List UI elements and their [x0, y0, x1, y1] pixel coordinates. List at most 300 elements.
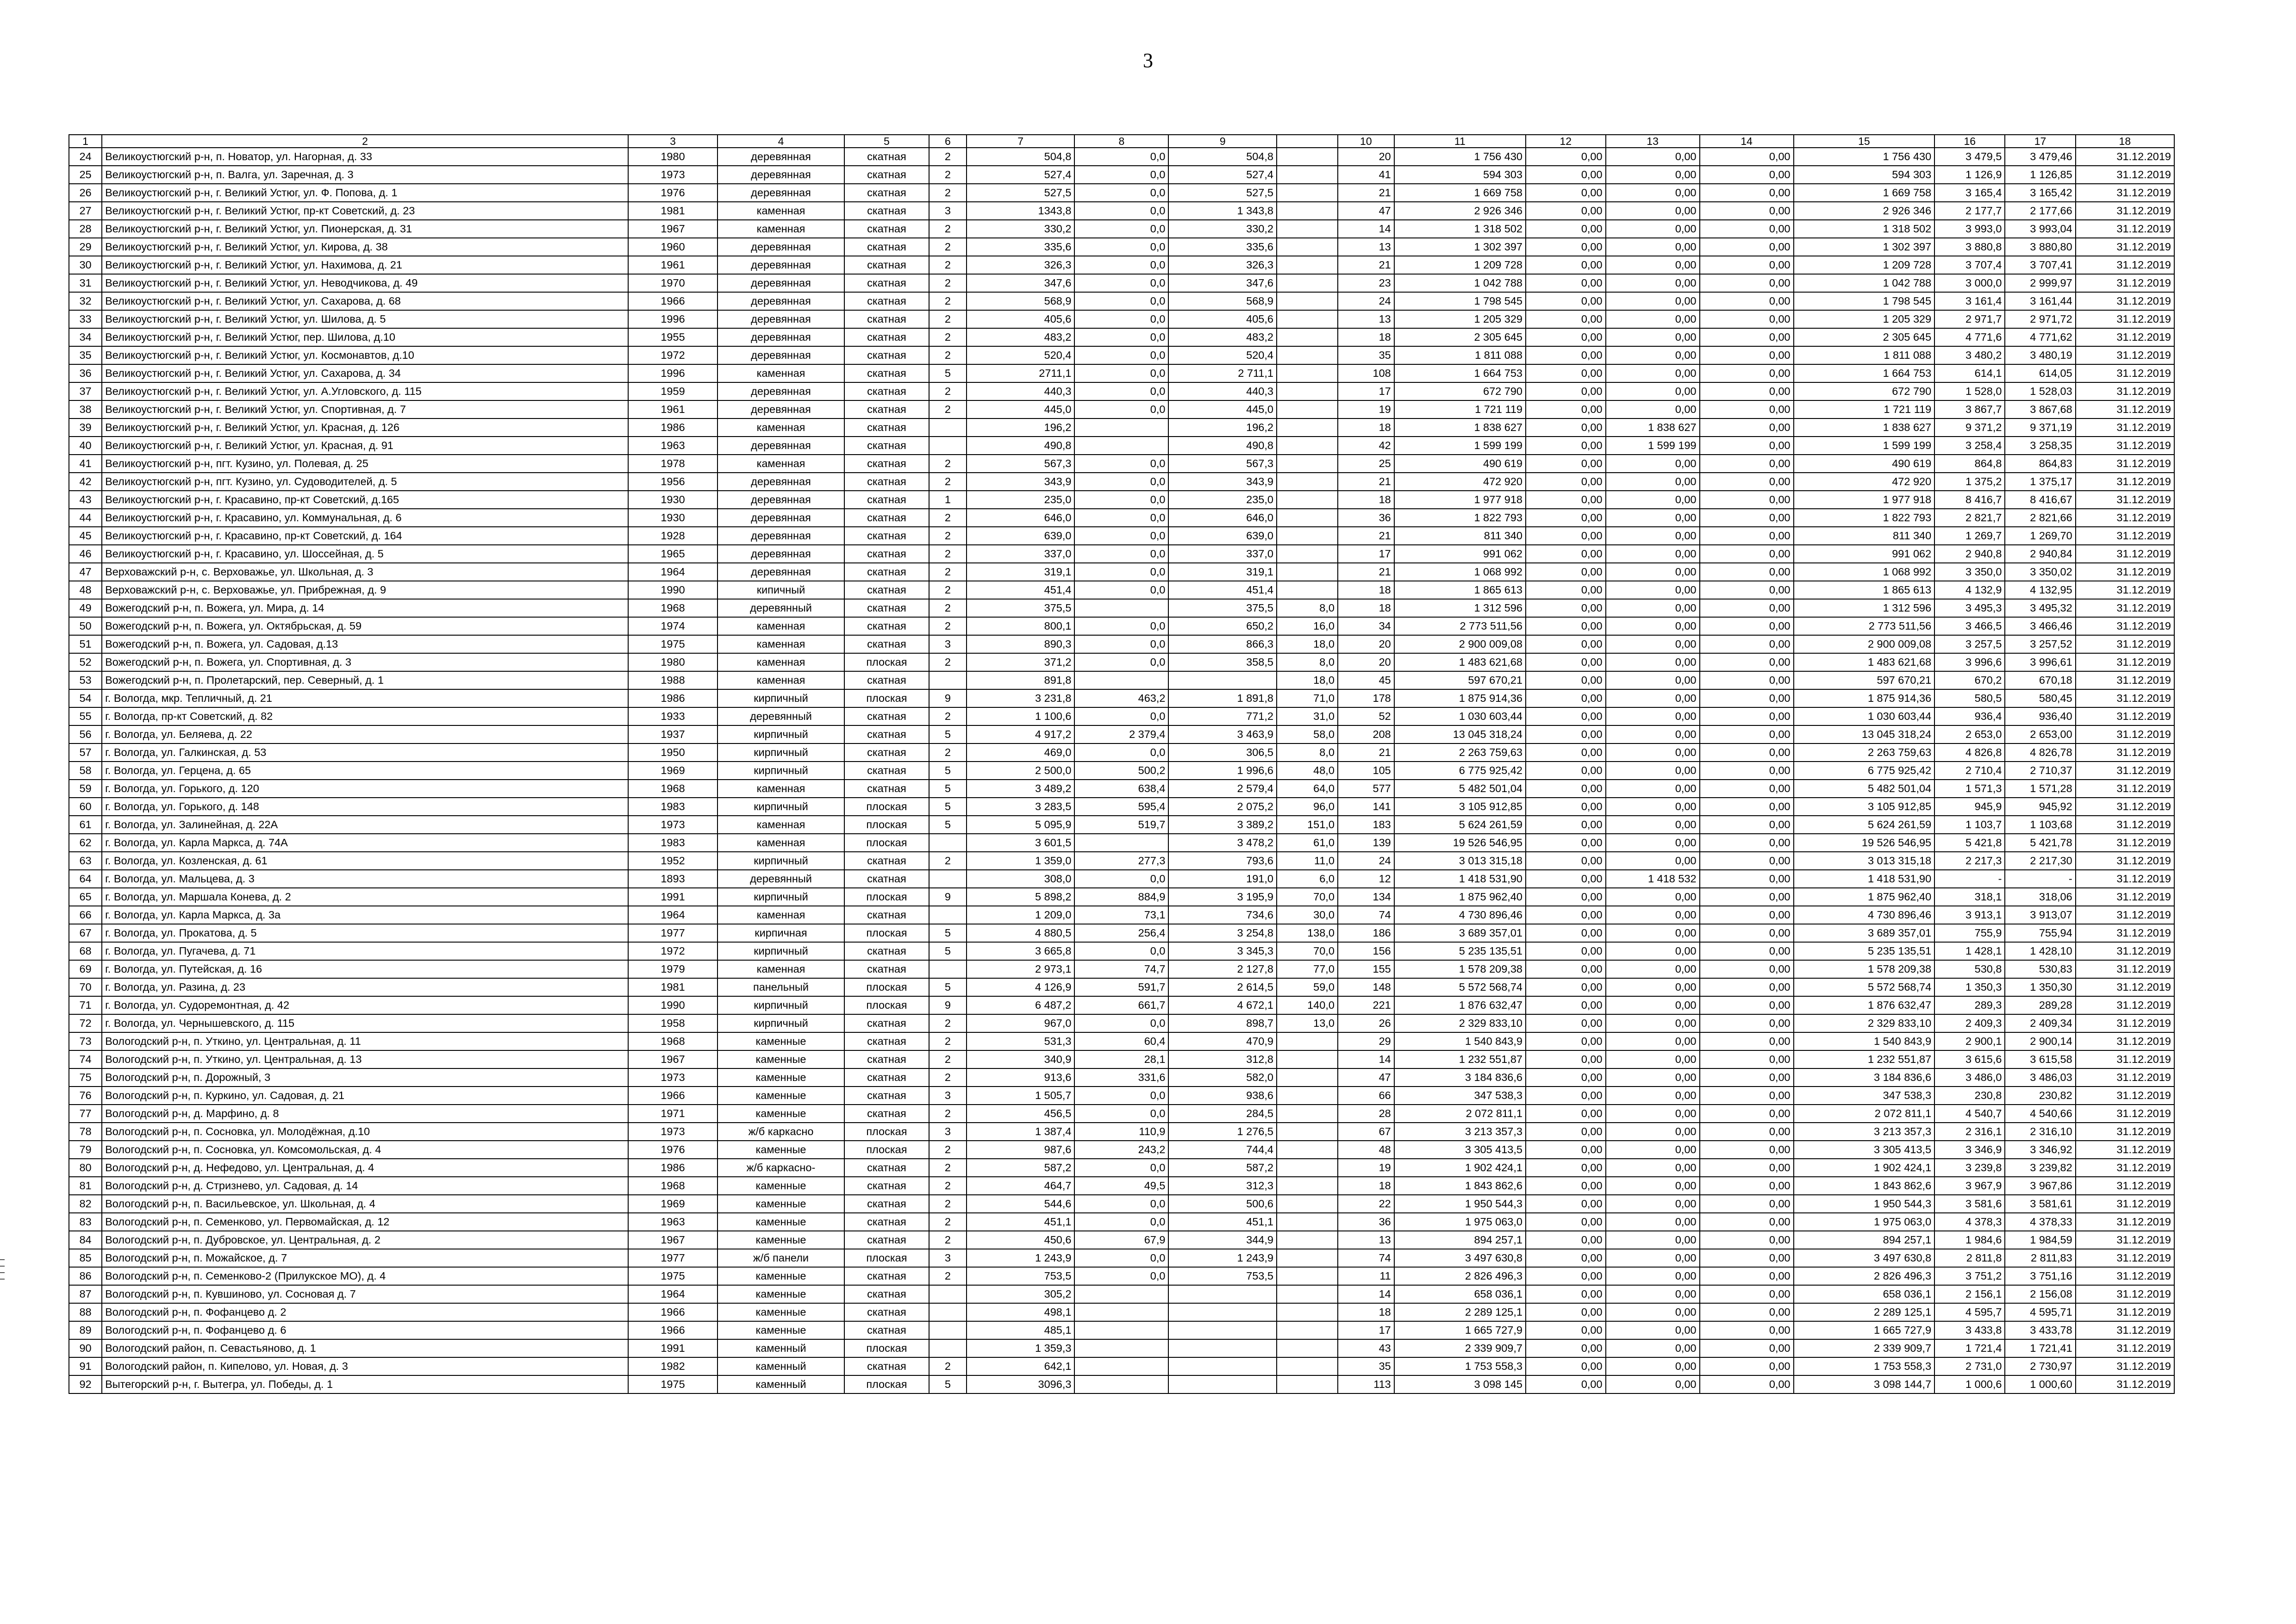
table-cell: г. Вологда, ул. Горького, д. 120 [102, 780, 628, 798]
table-cell: скатная [844, 725, 929, 743]
table-cell: 0,00 [1700, 762, 1794, 780]
table-cell: 31.12.2019 [2076, 1123, 2174, 1141]
column-number-cell: 3 [628, 135, 718, 148]
table-cell: 1 665 727,9 [1794, 1321, 1935, 1339]
table-row [69, 1375, 2174, 1393]
table-cell [1277, 563, 1338, 581]
table-cell: 19 [1338, 400, 1394, 418]
table-cell: 890,3 [967, 635, 1074, 653]
table-cell: 31.12.2019 [2076, 960, 2174, 978]
table-cell: 991 062 [1394, 545, 1526, 563]
table-cell: 1 350,30 [2005, 978, 2075, 996]
table-cell [1074, 671, 1168, 689]
table-cell: 68 [69, 942, 102, 960]
table-row [69, 762, 2174, 780]
table-cell: 0,00 [1700, 274, 1794, 292]
table-cell: 0,0 [1074, 148, 1168, 166]
table-cell: 483,2 [967, 328, 1074, 346]
table-cell: 12 [1338, 870, 1394, 888]
table-cell: 2 973,1 [967, 960, 1074, 978]
table-cell: 284,5 [1168, 1105, 1276, 1123]
table-cell: 47 [69, 563, 102, 581]
table-cell: 1 891,8 [1168, 689, 1276, 707]
table-cell: 0,00 [1700, 906, 1794, 924]
table-cell: 0,00 [1606, 563, 1700, 581]
table-cell: 567,3 [1168, 455, 1276, 473]
table-cell: г. Вологда, ул. Чернышевского, д. 115 [102, 1014, 628, 1032]
table-cell: 864,8 [1934, 455, 2005, 473]
table-cell: 29 [69, 238, 102, 256]
housing-register-table-wrap [69, 134, 2175, 1394]
table-cell: 0,00 [1526, 1231, 1606, 1249]
housing-register-table [69, 134, 2175, 1394]
table-cell: 0,00 [1700, 816, 1794, 834]
table-cell: 1 100,6 [967, 707, 1074, 725]
table-cell: 1 243,9 [967, 1249, 1074, 1267]
table-cell: 31.12.2019 [2076, 1249, 2174, 1267]
table-cell: каменная [718, 816, 844, 834]
table-cell [929, 1303, 967, 1321]
table-cell: 3 996,61 [2005, 653, 2075, 671]
table-cell: 31,0 [1277, 707, 1338, 725]
table-cell [1277, 473, 1338, 491]
table-cell: 0,00 [1606, 1014, 1700, 1032]
table-cell: каменные [718, 1087, 844, 1105]
table-cell: 21 [1338, 527, 1394, 545]
table-cell: скатная [844, 274, 929, 292]
table-cell: 0,00 [1526, 978, 1606, 996]
table-row [69, 924, 2174, 942]
table-cell: 0,00 [1606, 635, 1700, 653]
table-cell: 31.12.2019 [2076, 256, 2174, 274]
table-cell: 1 232 551,87 [1794, 1050, 1935, 1068]
table-cell: 0,0 [1074, 509, 1168, 527]
table-cell: 1 665 727,9 [1394, 1321, 1526, 1339]
table-cell: 83 [69, 1213, 102, 1231]
table-cell: 0,0 [1074, 1014, 1168, 1032]
table-cell: 1 875 962,40 [1794, 888, 1935, 906]
table-cell: 31.12.2019 [2076, 1195, 2174, 1213]
table-cell: 2 971,72 [2005, 310, 2075, 328]
table-cell: 48,0 [1277, 762, 1338, 780]
table-cell: 31.12.2019 [2076, 148, 2174, 166]
table-cell: Великоустюгский р-н, г. Великий Устюг, ул. Кирова, д. 38 [102, 238, 628, 256]
table-cell: 0,00 [1526, 1357, 1606, 1375]
table-cell [1277, 274, 1338, 292]
table-cell: 82 [69, 1195, 102, 1213]
table-cell: 5 421,8 [1934, 834, 2005, 852]
table-cell: 945,92 [2005, 798, 2075, 816]
table-cell: 0,00 [1526, 455, 1606, 473]
column-number-cell: 11 [1394, 135, 1526, 148]
table-cell: 375,5 [1168, 599, 1276, 617]
table-cell: скатная [844, 942, 929, 960]
table-cell: 0,00 [1606, 1357, 1700, 1375]
table-cell: 0,00 [1606, 906, 1700, 924]
table-cell: 326,3 [1168, 256, 1276, 274]
table-cell: скатная [844, 1231, 929, 1249]
table-cell: 3 239,82 [2005, 1159, 2075, 1177]
table-cell: 0,00 [1526, 780, 1606, 798]
table-cell: - [1934, 870, 2005, 888]
table-cell: 96,0 [1277, 798, 1338, 816]
table-cell: скатная [844, 220, 929, 238]
table-cell: 28,1 [1074, 1050, 1168, 1068]
column-number-cell: 15 [1794, 135, 1935, 148]
table-cell: 3 495,32 [2005, 599, 2075, 617]
table-row [69, 148, 2174, 166]
table-cell: 2 [929, 653, 967, 671]
margin-mark [0, 1259, 5, 1260]
table-cell: 1 838 627 [1794, 418, 1935, 437]
table-cell: 2 [929, 1068, 967, 1087]
table-cell: 67,9 [1074, 1231, 1168, 1249]
table-cell: 5 [929, 364, 967, 382]
table-cell: 490,8 [967, 437, 1074, 455]
table-cell: 337,0 [967, 545, 1074, 563]
table-cell: 31.12.2019 [2076, 220, 2174, 238]
column-number-cell: 16 [1934, 135, 2005, 148]
table-cell: 2 [929, 473, 967, 491]
table-cell: деревянная [718, 473, 844, 491]
table-cell: 0,00 [1606, 1159, 1700, 1177]
table-row [69, 491, 2174, 509]
table-cell: 2 826 496,3 [1794, 1267, 1935, 1285]
table-cell: 0,00 [1606, 491, 1700, 509]
table-cell: 987,6 [967, 1141, 1074, 1159]
table-cell: 1960 [628, 238, 718, 256]
table-cell: 0,00 [1526, 328, 1606, 346]
table-cell [929, 960, 967, 978]
table-cell: г. Вологда, ул. Карла Маркса, д. 74А [102, 834, 628, 852]
table-cell: Вологодский р-н, п. Васильевское, ул. Школьная, д. 4 [102, 1195, 628, 1213]
table-cell: 1 209 728 [1794, 256, 1935, 274]
table-cell: 91 [69, 1357, 102, 1375]
table-cell: Вологодский район, п. Севастьяново, д. 1 [102, 1339, 628, 1357]
table-cell: 39 [69, 418, 102, 437]
table-cell: 614,1 [1934, 364, 2005, 382]
table-cell: 0,0 [1074, 346, 1168, 364]
table-cell: 9 [929, 888, 967, 906]
table-cell: скатная [844, 599, 929, 617]
table-cell: 31.12.2019 [2076, 996, 2174, 1014]
table-cell: 1983 [628, 834, 718, 852]
table-cell: 18 [1338, 599, 1394, 617]
table-cell: 2 072 811,1 [1794, 1105, 1935, 1123]
table-cell [1074, 834, 1168, 852]
table-cell: кирпичный [718, 942, 844, 960]
table-cell: 18 [1338, 1177, 1394, 1195]
table-cell: 3 184 836,6 [1394, 1068, 1526, 1087]
table-cell: 3 000,0 [1934, 274, 2005, 292]
table-row [69, 1050, 2174, 1068]
table-cell: 335,6 [1168, 238, 1276, 256]
table-cell: деревянная [718, 328, 844, 346]
column-number-cell: 8 [1074, 135, 1168, 148]
table-cell: 0,0 [1074, 1195, 1168, 1213]
table-cell: 31.12.2019 [2076, 725, 2174, 743]
table-cell: 31.12.2019 [2076, 689, 2174, 707]
table-cell: 24 [1338, 852, 1394, 870]
table-cell: г. Вологда, мкр. Тепличный, д. 21 [102, 689, 628, 707]
table-cell: 1 209 728 [1394, 256, 1526, 274]
table-cell: плоская [844, 816, 929, 834]
table-cell: ж/б каркасно- [718, 1159, 844, 1177]
table-cell: 0,0 [1074, 274, 1168, 292]
table-cell: 77 [69, 1105, 102, 1123]
table-cell: 1 669 758 [1394, 184, 1526, 202]
table-cell: 5 [929, 762, 967, 780]
table-cell: 59,0 [1277, 978, 1338, 996]
table-cell: 0,00 [1700, 328, 1794, 346]
table-cell: каменная [718, 364, 844, 382]
table-cell: 5 [929, 978, 967, 996]
table-cell: каменная [718, 635, 844, 653]
table-row [69, 1195, 2174, 1213]
table-cell: 450,6 [967, 1231, 1074, 1249]
table-cell: 0,00 [1526, 689, 1606, 707]
table-row [69, 780, 2174, 798]
table-cell: скатная [844, 509, 929, 527]
table-cell: 3 105 912,85 [1394, 798, 1526, 816]
table-cell: 84 [69, 1231, 102, 1249]
table-cell: 0,00 [1606, 1303, 1700, 1321]
table-cell: 21 [1338, 473, 1394, 491]
table-cell: 2 [929, 1177, 967, 1195]
table-cell: 0,00 [1700, 491, 1794, 509]
table-cell: 451,1 [1168, 1213, 1276, 1231]
table-body [69, 135, 2174, 1393]
table-cell: 21 [1338, 256, 1394, 274]
table-cell: 30 [69, 256, 102, 274]
table-cell: 8 416,7 [1934, 491, 2005, 509]
table-cell: 1 975 063,0 [1394, 1213, 1526, 1231]
table-row [69, 942, 2174, 960]
table-cell: 358,5 [1168, 653, 1276, 671]
table-cell: 64 [69, 870, 102, 888]
table-cell: 65 [69, 888, 102, 906]
table-row [69, 400, 2174, 418]
table-row [69, 274, 2174, 292]
table-cell: 0,00 [1700, 418, 1794, 437]
table-cell: 1 875 914,36 [1794, 689, 1935, 707]
table-cell: 1 838 627 [1606, 418, 1700, 437]
table-cell: 3 184 836,6 [1794, 1068, 1935, 1087]
table-cell: 1 798 545 [1394, 292, 1526, 310]
table-cell: 55 [69, 707, 102, 725]
table-cell: 31.12.2019 [2076, 382, 2174, 400]
table-cell: 5 235 135,51 [1794, 942, 1935, 960]
table-row [69, 563, 2174, 581]
table-cell: скатная [844, 473, 929, 491]
table-cell: 1968 [628, 1032, 718, 1050]
margin-mark [0, 1279, 5, 1280]
table-cell: 0,00 [1700, 509, 1794, 527]
table-cell: 3 751,16 [2005, 1267, 2075, 1285]
table-cell [1277, 364, 1338, 382]
table-cell: 0,00 [1526, 292, 1606, 310]
table-cell: 0,0 [1074, 1267, 1168, 1285]
table-cell: 45 [69, 527, 102, 545]
table-cell: плоская [844, 1249, 929, 1267]
table-cell [1277, 1267, 1338, 1285]
table-cell: 3 665,8 [967, 942, 1074, 960]
table-cell: 0,00 [1700, 942, 1794, 960]
table-cell: 19 526 546,95 [1794, 834, 1935, 852]
table-cell: 31.12.2019 [2076, 473, 2174, 491]
table-cell: 1970 [628, 274, 718, 292]
table-cell: 80 [69, 1159, 102, 1177]
table-cell: каменная [718, 960, 844, 978]
table-cell: 0,00 [1606, 1032, 1700, 1050]
table-cell: 17 [1338, 382, 1394, 400]
table-cell: плоская [844, 653, 929, 671]
table-cell: 85 [69, 1249, 102, 1267]
table-cell: 1969 [628, 762, 718, 780]
table-cell: 191,0 [1168, 870, 1276, 888]
table-cell: 49,5 [1074, 1177, 1168, 1195]
table-cell: скатная [844, 906, 929, 924]
table-cell: каменный [718, 1357, 844, 1375]
table-cell: 1 375,2 [1934, 473, 2005, 491]
table-cell: кирпичный [718, 888, 844, 906]
table-cell: 1974 [628, 617, 718, 635]
table-cell: 0,0 [1074, 310, 1168, 328]
table-cell: 19 526 546,95 [1394, 834, 1526, 852]
table-cell: г. Вологда, ул. Пугачева, д. 71 [102, 942, 628, 960]
table-cell: 0,0 [1074, 292, 1168, 310]
table-cell: 183 [1338, 816, 1394, 834]
table-cell: 0,00 [1526, 852, 1606, 870]
table-cell: деревянный [718, 599, 844, 617]
table-cell: 0,00 [1606, 202, 1700, 220]
table-cell: 0,00 [1606, 978, 1700, 996]
table-cell: 344,9 [1168, 1231, 1276, 1249]
table-row [69, 1339, 2174, 1357]
table-cell: 3 213 357,3 [1794, 1123, 1935, 1141]
table-cell: 1 753 558,3 [1794, 1357, 1935, 1375]
table-cell: 0,00 [1606, 346, 1700, 364]
table-cell: 3 [929, 202, 967, 220]
table-cell: 3 239,8 [1934, 1159, 2005, 1177]
table-cell: 1933 [628, 707, 718, 725]
table-cell: 753,5 [967, 1267, 1074, 1285]
table-cell: 1968 [628, 1177, 718, 1195]
table-cell: 1972 [628, 346, 718, 364]
table-cell [1277, 491, 1338, 509]
table-cell: скатная [844, 184, 929, 202]
table-cell: 312,3 [1168, 1177, 1276, 1195]
table-cell: 1 428,10 [2005, 942, 2075, 960]
table-cell: 0,00 [1526, 798, 1606, 816]
table-cell: 31.12.2019 [2076, 671, 2174, 689]
table-cell: 67 [69, 924, 102, 942]
table-cell: 2 [929, 1050, 967, 1068]
table-cell: 1 975 063,0 [1794, 1213, 1935, 1231]
table-row [69, 202, 2174, 220]
table-cell: 3096,3 [967, 1375, 1074, 1393]
table-cell [1168, 1285, 1276, 1303]
table-cell [1074, 1357, 1168, 1375]
table-cell: 2 821,7 [1934, 509, 2005, 527]
table-cell [929, 870, 967, 888]
table-cell: 1 540 843,9 [1794, 1032, 1935, 1050]
table-cell: 312,8 [1168, 1050, 1276, 1068]
table-cell: скатная [844, 202, 929, 220]
table-cell: 208 [1338, 725, 1394, 743]
table-cell: кирпичный [718, 725, 844, 743]
table-cell: 18 [1338, 1303, 1394, 1321]
table-cell [1074, 437, 1168, 455]
table-cell: 3 486,03 [2005, 1068, 2075, 1087]
table-cell: 31.12.2019 [2076, 491, 2174, 509]
table-cell: 0,00 [1606, 509, 1700, 527]
table-cell: 3 [929, 635, 967, 653]
table-cell: 59 [69, 780, 102, 798]
table-cell: 3 165,42 [2005, 184, 2075, 202]
table-cell [1277, 1195, 1338, 1213]
table-cell: 13 [1338, 310, 1394, 328]
table-cell: 0,00 [1700, 1014, 1794, 1032]
table-cell: 0,00 [1526, 509, 1606, 527]
table-cell: 3 913,1 [1934, 906, 2005, 924]
table-cell: 243,2 [1074, 1141, 1168, 1159]
table-cell: каменный [718, 1375, 844, 1393]
table-cell: скатная [844, 1014, 929, 1032]
table-cell: г. Вологда, ул. Прокатова, д. 5 [102, 924, 628, 942]
table-cell: плоская [844, 996, 929, 1014]
table-cell: 582,0 [1168, 1068, 1276, 1087]
table-cell: 1930 [628, 509, 718, 527]
table-cell: 2 [929, 310, 967, 328]
table-cell: 0,00 [1526, 545, 1606, 563]
table-cell: 31.12.2019 [2076, 364, 2174, 382]
table-cell: 2 177,66 [2005, 202, 2075, 220]
table-cell: 2 [929, 1357, 967, 1375]
table-cell: деревянная [718, 148, 844, 166]
table-cell: 1 756 430 [1394, 148, 1526, 166]
table-cell: каменные [718, 1321, 844, 1339]
table-cell: Вожегодский р-н, п. Вожега, ул. Октябрьская, д. 59 [102, 617, 628, 635]
table-cell: 0,00 [1526, 924, 1606, 942]
table-cell: 5 421,78 [2005, 834, 2075, 852]
table-cell: скатная [844, 238, 929, 256]
table-cell: 0,00 [1606, 148, 1700, 166]
table-cell: 60 [69, 798, 102, 816]
table-cell: 0,0 [1074, 473, 1168, 491]
table-cell: 4 132,95 [2005, 581, 2075, 599]
table-cell: 3 479,46 [2005, 148, 2075, 166]
table-cell: 1990 [628, 996, 718, 1014]
table-cell: скатная [844, 1159, 929, 1177]
table-cell: 0,00 [1606, 1213, 1700, 1231]
table-cell: каменные [718, 1032, 844, 1050]
table-cell: каменная [718, 220, 844, 238]
table-cell: 2 [929, 1014, 967, 1032]
table-cell: 3 433,78 [2005, 1321, 2075, 1339]
table-cell: скатная [844, 671, 929, 689]
table-cell: каменные [718, 1141, 844, 1159]
table-cell: 221 [1338, 996, 1394, 1014]
table-cell: 0,00 [1526, 166, 1606, 184]
table-cell: 57 [69, 743, 102, 762]
table-cell: 661,7 [1074, 996, 1168, 1014]
table-cell: 0,00 [1526, 1141, 1606, 1159]
table-cell: 21 [1338, 563, 1394, 581]
table-cell: Вологодский р-н, д. Марфино, д. 8 [102, 1105, 628, 1123]
table-cell: 0,00 [1700, 1141, 1794, 1159]
table-cell: 0,00 [1700, 1231, 1794, 1249]
